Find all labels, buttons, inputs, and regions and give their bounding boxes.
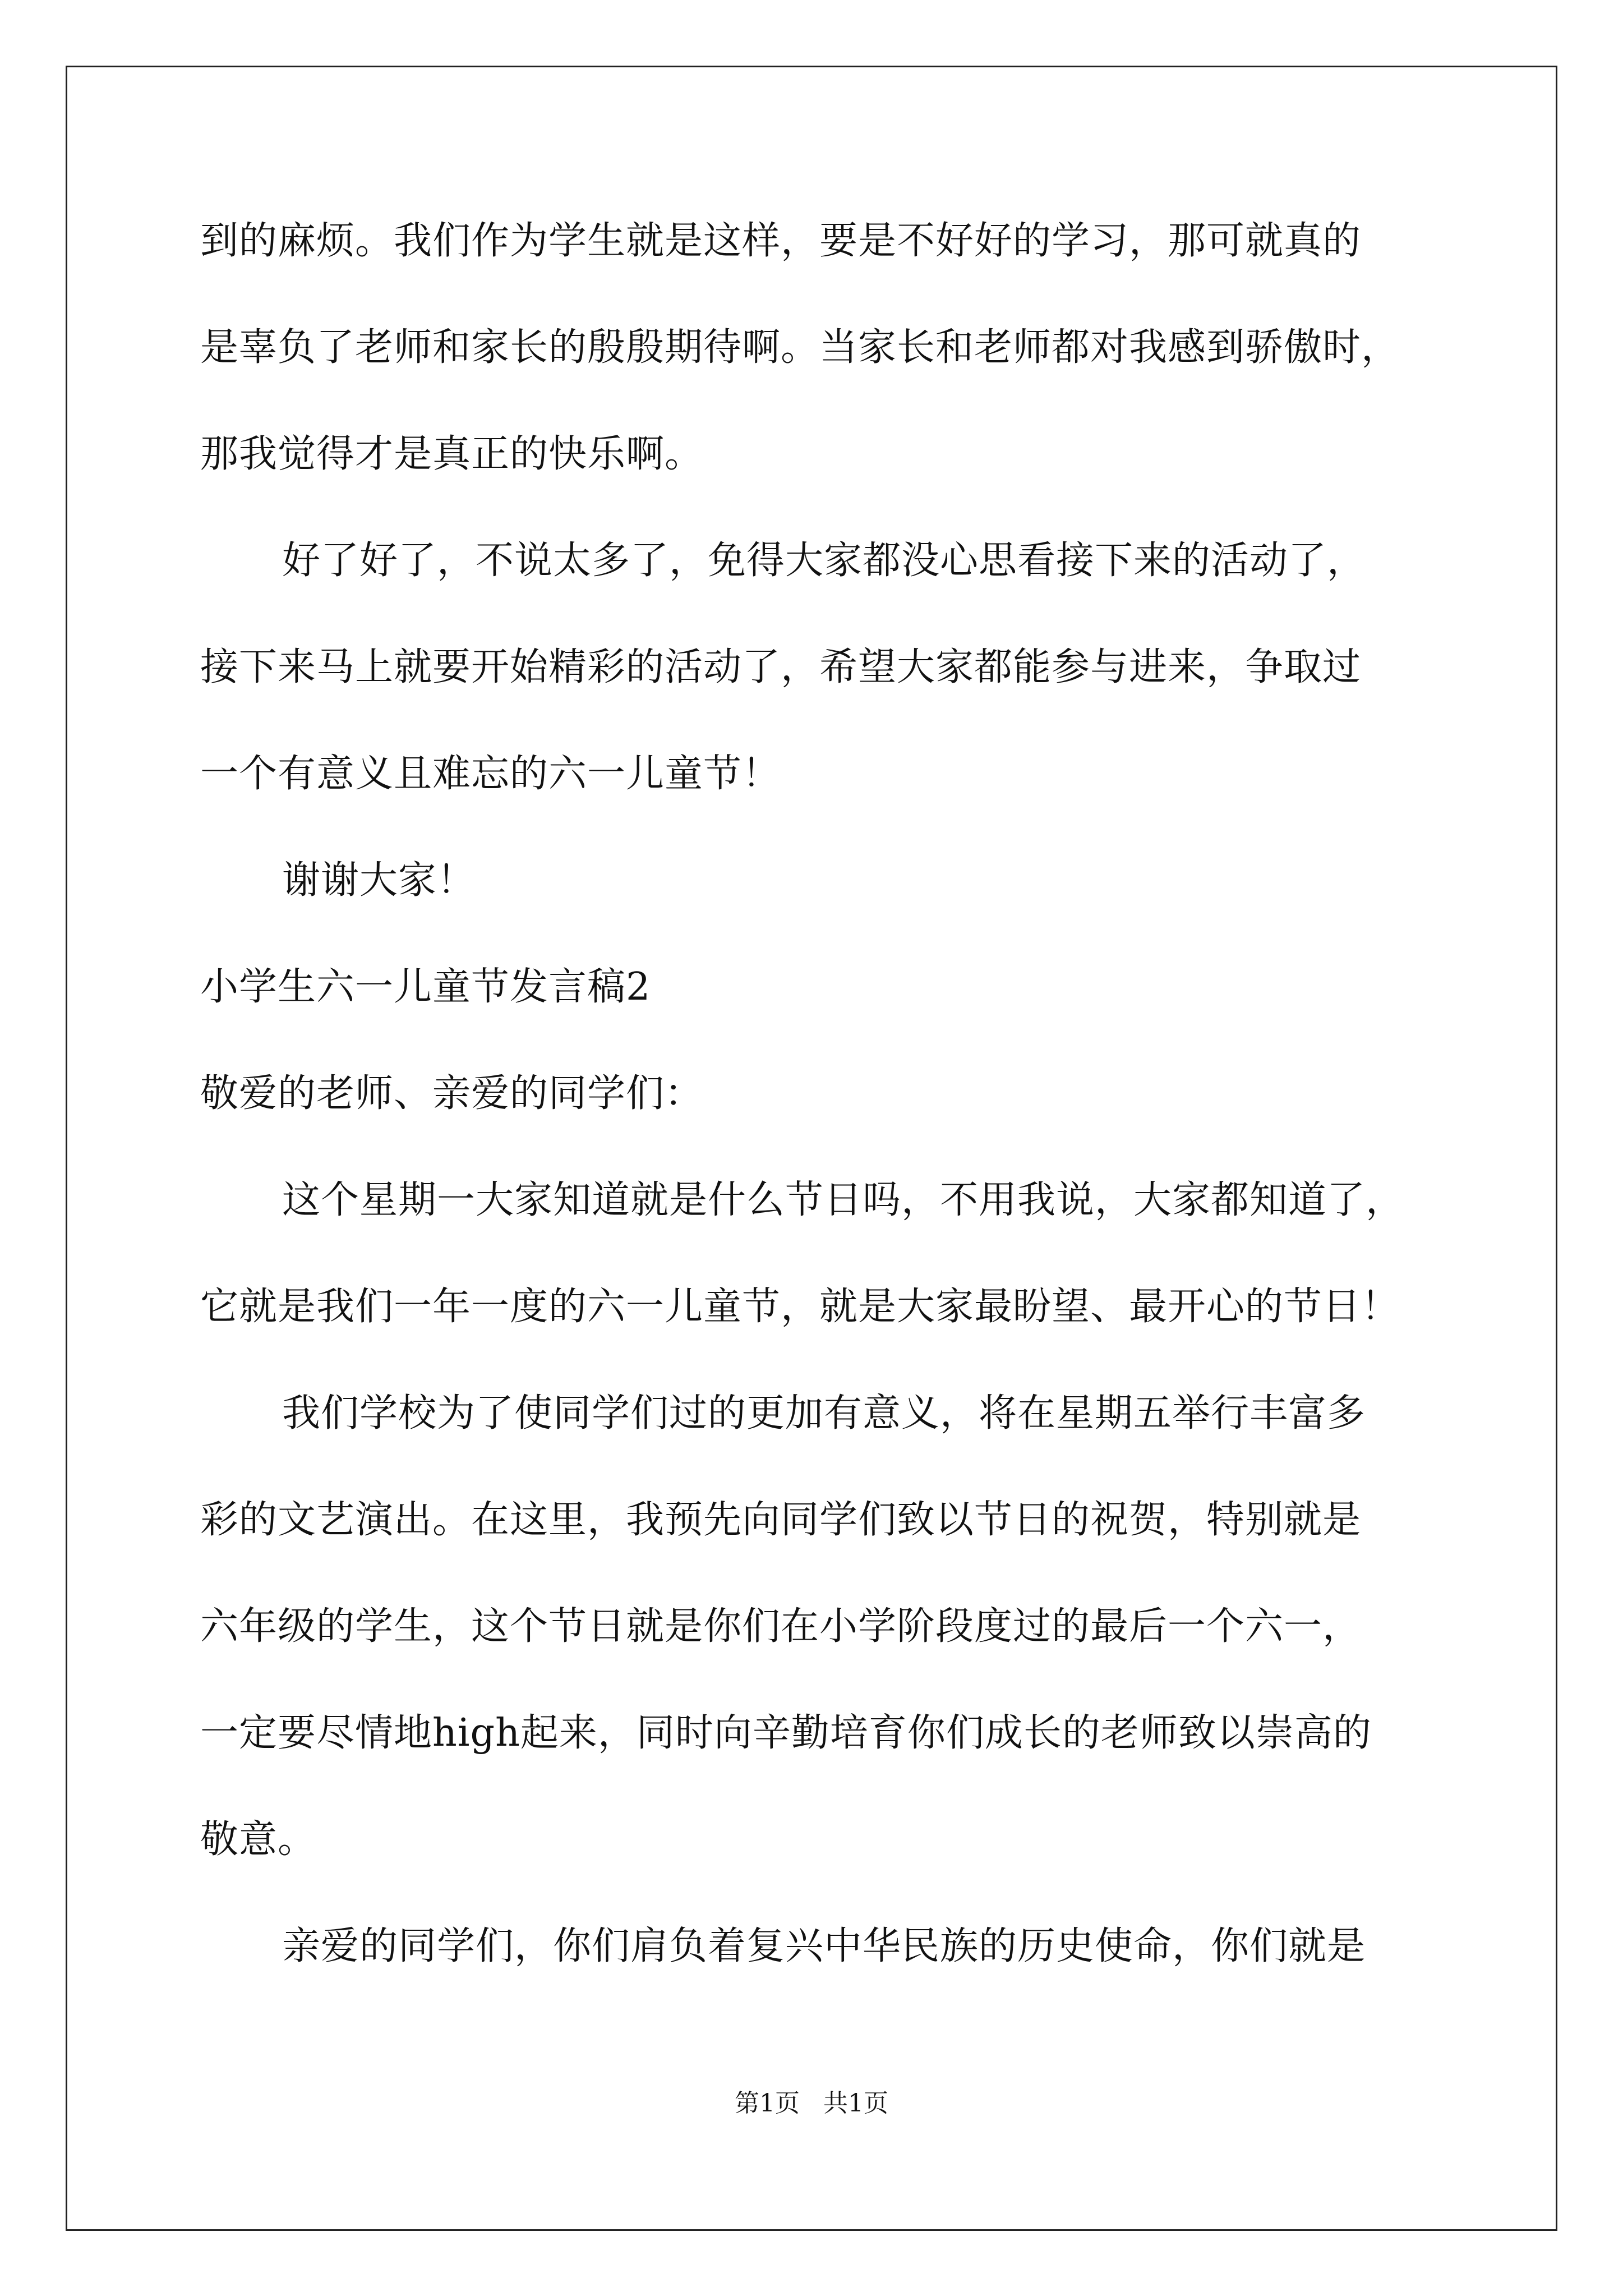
body-line: 一个有意义且难忘的六一儿童节！ xyxy=(200,752,781,796)
body-line: 它就是我们一年一度的六一儿童节，就是大家最盼望、最开心的节日！ xyxy=(200,1285,1400,1329)
body-line: 彩的文艺演出。在这里，我预先向同学们致以节日的祝贺，特别就是 xyxy=(200,1498,1362,1542)
body-line: 是辜负了老师和家长的殷殷期待啊。当家长和老师都对我感到骄傲时， xyxy=(200,325,1400,370)
paragraph-start: 好了好了，不说太多了，免得大家都没心思看接下来的活动了， xyxy=(282,539,1366,583)
body-line: 一定要尽情地high起来，同时向辛勤培育你们成长的老师致以崇高的 xyxy=(200,1711,1372,1755)
body-line: 六年级的学生，这个节日就是你们在小学阶段度过的最后一个六一， xyxy=(200,1604,1362,1649)
body-line: 敬意。 xyxy=(200,1818,317,1862)
section-title: 小学生六一儿童节发言稿2 xyxy=(200,965,651,1009)
paragraph-start: 这个星期一大家知道就是什么节日吗，不用我说，大家都知道了， xyxy=(282,1178,1405,1222)
body-line: 到的麻烦。我们作为学生就是这样，要是不好好的学习，那可就真的 xyxy=(200,219,1362,263)
body-line: 那我觉得才是真正的快乐啊。 xyxy=(200,432,704,476)
body-line: 接下来马上就要开始精彩的活动了，希望大家都能参与进来，争取过 xyxy=(200,645,1362,689)
paragraph-start: 亲爱的同学们，你们肩负着复兴中华民族的历史使命，你们就是 xyxy=(282,1924,1366,1968)
paragraph-start: 我们学校为了使同学们过的更加有意义，将在星期五举行丰富多 xyxy=(282,1391,1366,1435)
closing-thanks: 谢谢大家！ xyxy=(282,858,476,903)
page-number-footer: 第1页 共1页 xyxy=(735,2089,888,2118)
salutation: 敬爱的老师、亲爱的同学们： xyxy=(200,1071,704,1116)
page-border xyxy=(66,66,1557,2231)
